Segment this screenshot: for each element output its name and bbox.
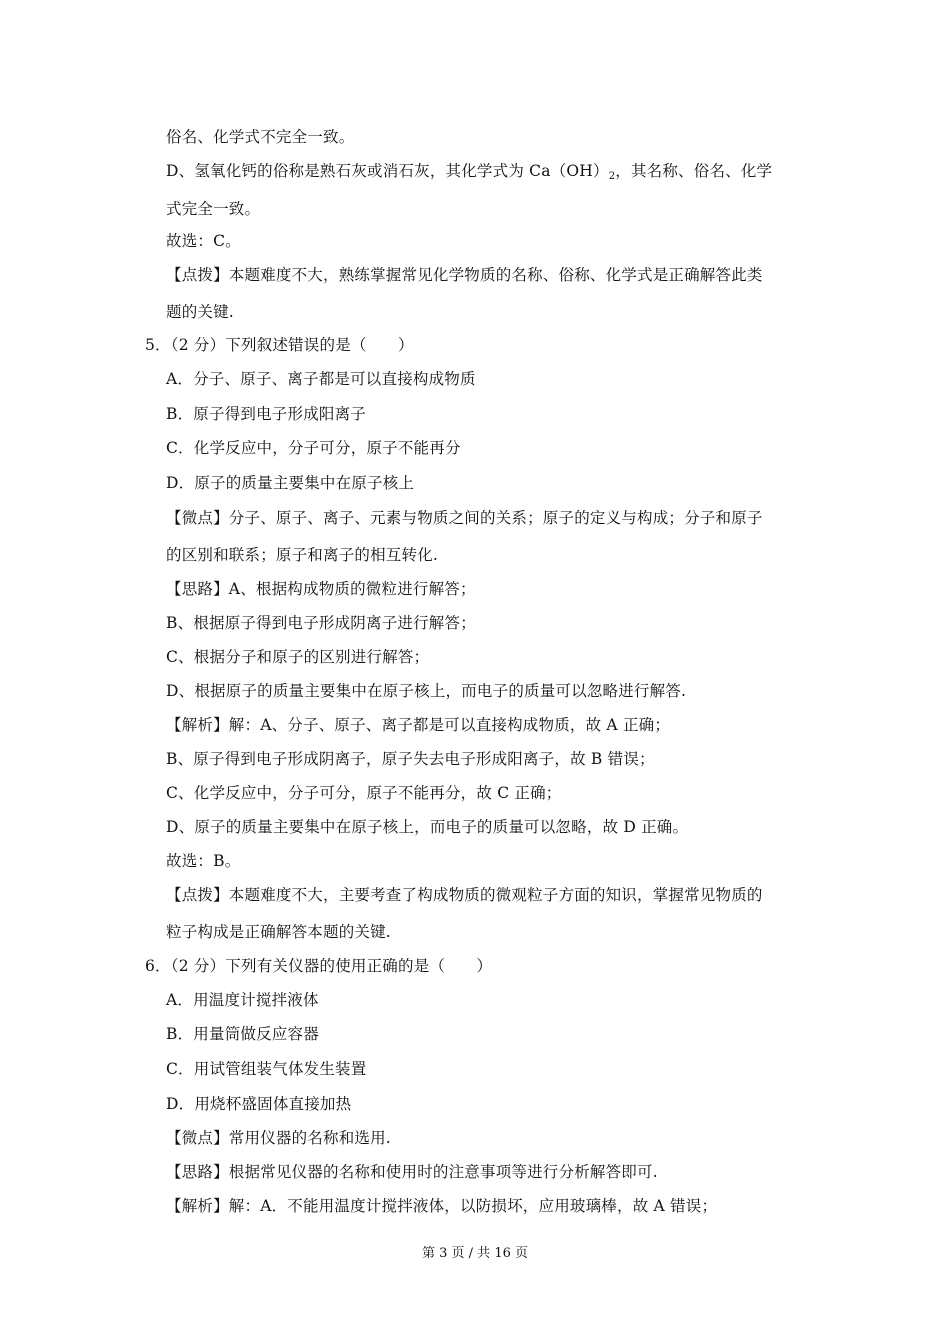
text-line: 式完全一致。	[166, 200, 261, 218]
question-5-option-d: D．原子的质量主要集中在原子核上	[166, 474, 415, 492]
question-5-option-c: C．化学反应中，分子可分，原子不能再分	[166, 439, 461, 457]
tip-line: 题的关键.	[166, 303, 234, 321]
approach-line: 【思路】根据常见仪器的名称和使用时的注意事项等进行分析解答即可.	[166, 1163, 658, 1181]
page-footer: 第 3 页 / 共 16 页	[422, 1246, 528, 1261]
solution-line: 【解析】解：A．不能用温度计搅拌液体，以防损坏，应用玻璃棒，故 A 错误；	[166, 1197, 718, 1215]
approach-line: D、根据原子的质量主要集中在原子核上，而电子的质量可以忽略进行解答.	[166, 682, 687, 700]
knowledge-point-line: 【微点】常用仪器的名称和选用.	[166, 1129, 391, 1147]
approach-line: B、根据原子得到电子形成阴离子进行解答；	[166, 614, 476, 632]
question-6-option-b: B．用量筒做反应容器	[166, 1025, 319, 1043]
solution-line: C、化学反应中，分子可分，原子不能再分，故 C 正确；	[166, 784, 562, 802]
tip-line: 【点拨】本题难度不大，熟练掌握常见化学物质的名称、俗称、化学式是正确解答此类	[166, 266, 763, 284]
solution-line: B、原子得到电子形成阴离子，原子失去电子形成阳离子，故 B 错误；	[166, 750, 655, 768]
answer-line: 故选：C。	[166, 232, 241, 250]
question-5-option-b: B．原子得到电子形成阳离子	[166, 405, 366, 423]
question-5-stem: 5．（2 分）下列叙述错误的是（ ）	[145, 336, 414, 354]
knowledge-point-line: 的区别和联系；原子和离子的相互转化.	[166, 546, 439, 564]
solution-line: D、原子的质量主要集中在原子核上，而电子的质量可以忽略，故 D 正确。	[166, 818, 689, 836]
question-6-stem: 6．（2 分）下列有关仪器的使用正确的是（ ）	[145, 957, 493, 975]
knowledge-point-line: 【微点】分子、原子、离子、元素与物质之间的关系；原子的定义与构成；分子和原子	[166, 509, 763, 527]
answer-line: 故选：B。	[166, 852, 241, 870]
solution-line: 【解析】解：A、分子、原子、离子都是可以直接构成物质，故 A 正确；	[166, 716, 671, 734]
question-6-option-c: C．用试管组装气体发生装置	[166, 1060, 367, 1078]
option-d-explanation: D、氢氧化钙的俗称是熟石灰或消石灰，其化学式为 $Ca(OH)_2$，其名称、俗名、化学	[166, 162, 773, 182]
question-6-option-a: A．用温度计搅拌液体	[166, 991, 319, 1009]
approach-line: 【思路】A、根据构成物质的微粒进行解答；	[166, 580, 476, 598]
tip-line: 粒子构成是正确解答本题的关键.	[166, 923, 391, 941]
question-6-option-d: D．用烧杯盛固体直接加热	[166, 1095, 352, 1113]
text-line: 俗名、化学式不完全一致。	[166, 128, 355, 146]
question-5-option-a: A．分子、原子、离子都是可以直接构成物质	[166, 370, 476, 388]
tip-line: 【点拨】本题难度不大，主要考查了构成物质的微观粒子方面的知识，掌握常见物质的	[166, 886, 763, 904]
approach-line: C、根据分子和原子的区别进行解答；	[166, 648, 430, 666]
